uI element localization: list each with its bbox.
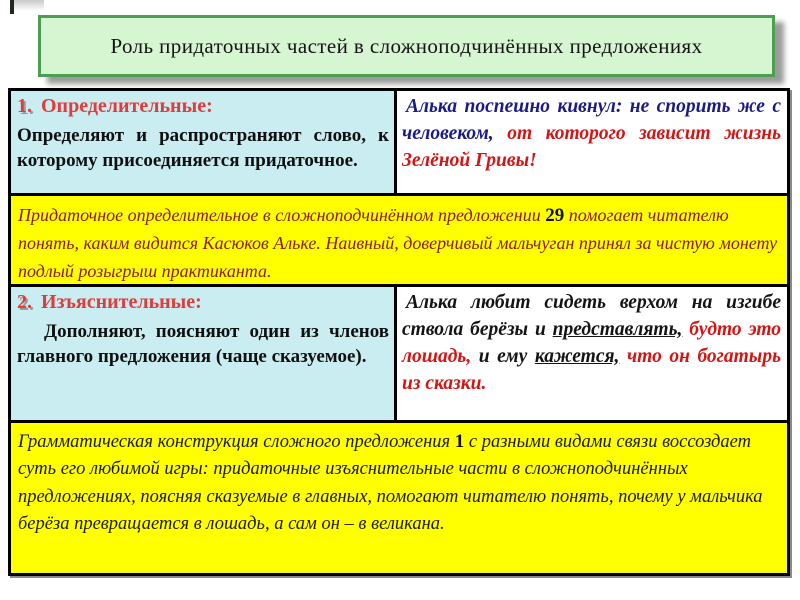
attributive-heading-label: Определительные:: [41, 95, 213, 117]
subordinate-clauses-table: [8, 88, 790, 576]
commentary1-part1: Придаточное определительное в сложноподчинённом предложении: [18, 205, 546, 225]
commentary1-sentence-number: 29: [545, 205, 565, 226]
cell-explanatory-definition: [11, 287, 397, 423]
example2-predicate1-underlined: представлять,: [552, 318, 683, 340]
title-box: [38, 15, 775, 77]
explanatory-heading-label: Изъяснительные:: [41, 291, 202, 313]
example2-subordinate1: будто это лошадь,: [402, 318, 782, 367]
commentary1-part2: помогает читателю понять, каким видится Касюков Альке. Наивный, доверчивый мальчуган принял за чистую монету подлый розыгрыш практиканта.: [18, 205, 778, 282]
attributive-definition-text: Определяют и распространяют слово, к которому присоединяется придаточное.: [17, 125, 389, 172]
explanatory-number: 2.: [17, 291, 32, 313]
corner-shadow-artifact: [14, 0, 44, 11]
example1-subordinate-clause: от которого зависит жизнь Зелёной Гривы!: [402, 122, 781, 171]
cell-attributive-example: [397, 91, 787, 196]
example2-subordinate2: что он богатырь из сказки.: [402, 345, 781, 394]
attributive-commentary-text: [18, 201, 779, 286]
cell-explanatory-example: [397, 287, 787, 423]
commentary2-part2: с разными видами связи воссоздает суть его любимой игры: придаточные изъяснительные части в сложноподчинённых предложениях, поясняя сказуемые в главных, помогают читателю понять, почему у мальчика берёза превращается в лошадь, а сам он – в великана.: [18, 432, 763, 535]
cell-attributive-commentary: [11, 196, 787, 287]
example2-main-part: Алька любит сидеть верхом на изгибе ствола берёзы и: [402, 292, 781, 340]
explanatory-definition-text: Дополняют, поясняют один из членов главного предложения (чаще сказуемое).: [17, 321, 389, 368]
cell-explanatory-commentary: [11, 423, 787, 573]
cell-attributive-definition: [11, 91, 397, 196]
attributive-number: 1.: [17, 95, 32, 117]
attributive-example-text: [402, 94, 781, 175]
explanatory-example-text: [402, 290, 781, 398]
page-title: Роль придаточных частей в сложноподчинённых предложениях: [110, 33, 703, 58]
commentary2-part1: Грамматическая конструкция сложного предложения: [18, 432, 455, 452]
attributive-heading: [17, 95, 389, 118]
example2-connector: и ему: [471, 345, 535, 367]
commentary2-sentence-number: 1: [454, 431, 465, 452]
explanatory-commentary-text: [18, 428, 779, 539]
explanatory-heading: [17, 291, 389, 314]
example2-predicate2-underlined: кажется,: [534, 345, 620, 367]
example1-main-clause: Алька поспешно кивнул: не спорить же с человеком,: [402, 96, 781, 144]
